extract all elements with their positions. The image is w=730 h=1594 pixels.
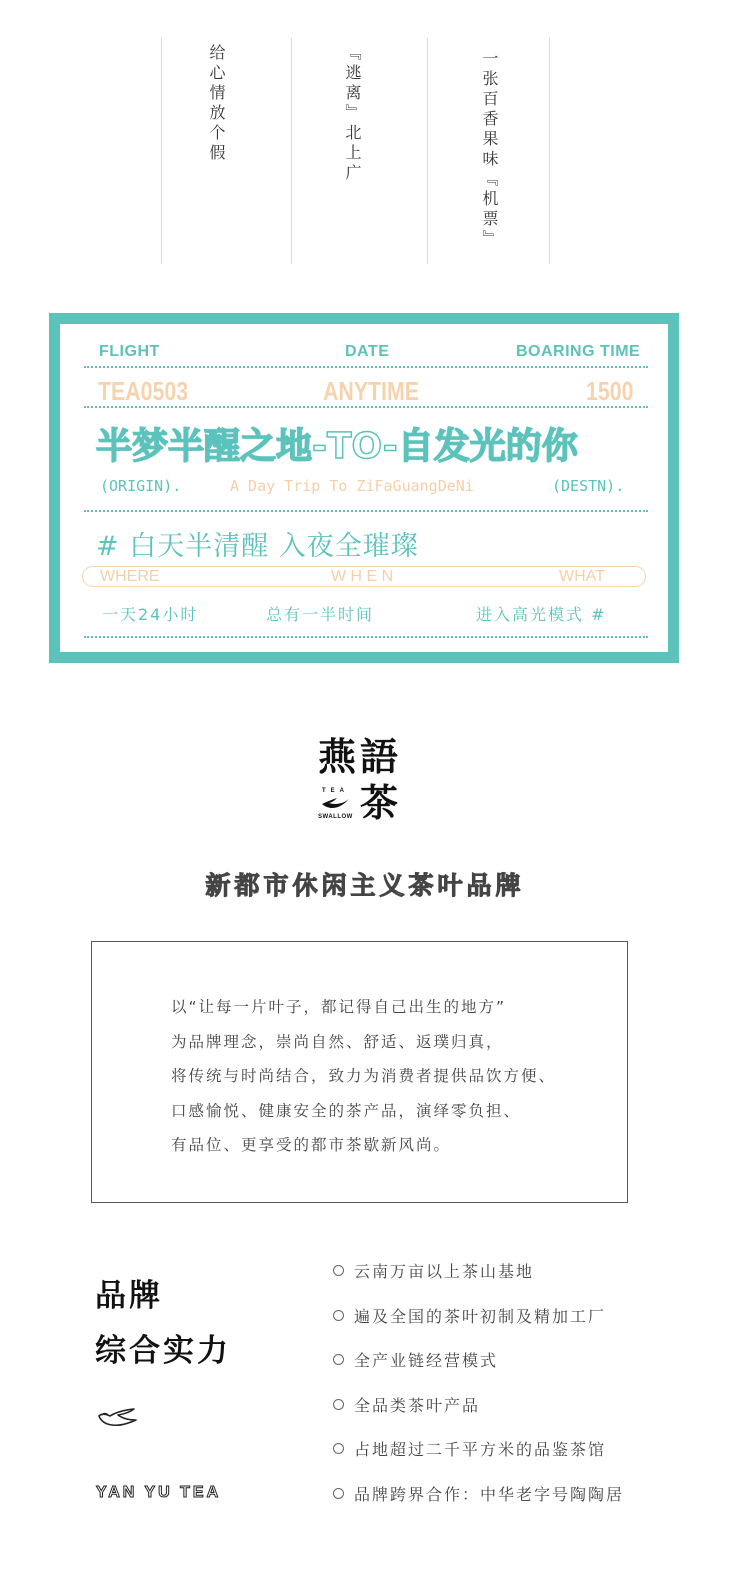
destination-label: (DESTN). xyxy=(552,477,625,495)
strength-title-line2: 综合实力 xyxy=(95,1333,231,1369)
brand-name-en: YAN YU TEA xyxy=(96,1484,222,1501)
philosophy-text xyxy=(171,990,556,1163)
circle-bullet-icon xyxy=(333,1399,344,1410)
list-item xyxy=(333,1259,624,1304)
brand-tagline: 新都市休闲主义茶叶品牌 xyxy=(205,871,525,900)
strength-list xyxy=(333,1259,624,1527)
column-divider xyxy=(161,38,162,264)
boarding-time-value: 1500 xyxy=(586,376,634,406)
strength-title-line1: 品牌 xyxy=(95,1278,163,1314)
list-item xyxy=(333,1348,624,1393)
swallow-icon xyxy=(321,796,351,812)
circle-bullet-icon xyxy=(333,1265,344,1276)
slogan: # 白天半清醒 入夜全璀璨 xyxy=(96,531,419,562)
column-divider xyxy=(291,38,292,264)
circle-bullet-icon xyxy=(333,1354,344,1365)
list-item xyxy=(333,1304,624,1349)
philosophy-line: 口感愉悦、健康安全的茶产品，演绎零负担、 xyxy=(171,1101,522,1120)
column-divider xyxy=(549,38,550,264)
list-item-text: 云南万亩以上茶山基地 xyxy=(354,1262,535,1281)
philosophy-line: 有品位、更享受的都市茶歇新风尚。 xyxy=(171,1136,452,1154)
logo-char-yu: 語 xyxy=(360,734,399,779)
flight-value: TEA0503 xyxy=(98,376,189,406)
list-item-text: 占地超过二千平方米的品鉴茶馆 xyxy=(354,1440,607,1460)
when-label: W H E N xyxy=(331,568,394,585)
circle-bullet-icon xyxy=(333,1310,344,1321)
list-item xyxy=(333,1437,624,1482)
boarding-pass-inner xyxy=(60,324,668,652)
date-label: DATE xyxy=(345,343,390,360)
list-item-text: 全产业链经营模式 xyxy=(354,1351,499,1371)
column-divider xyxy=(427,38,428,264)
list-item xyxy=(333,1482,624,1527)
list-item-text: 品牌跨界合作：中华老字号陶陶居 xyxy=(354,1484,625,1504)
list-item-text: 全品类茶叶产品 xyxy=(354,1395,481,1415)
philosophy-box xyxy=(91,941,628,1203)
philosophy-line: 将传统与时尚结合，致力为消费者提供品饮方便、 xyxy=(171,1067,557,1085)
brand-logo xyxy=(318,734,400,825)
swallow-icon xyxy=(96,1404,140,1434)
philosophy-line: 以“让每一片叶子，都记得自己出生的地方” xyxy=(171,998,507,1016)
column-text-1: 给心情放个假 xyxy=(207,44,226,164)
logo-swallow-text: SWALLOW xyxy=(318,814,353,820)
dotted-divider xyxy=(84,366,648,368)
logo-char-yan: 燕 xyxy=(318,734,357,779)
column-text-3: 一张百香果味『机票』 xyxy=(480,50,499,250)
dotted-divider xyxy=(84,510,648,512)
circle-bullet-icon xyxy=(333,1443,344,1454)
list-item xyxy=(333,1393,624,1438)
line-a: 一天24小时 xyxy=(102,605,199,624)
flight-label: FLIGHT xyxy=(99,343,160,360)
origin-label: (ORIGIN). xyxy=(100,477,182,495)
line-b: 总有一半时间 xyxy=(266,605,375,624)
boarding-pass xyxy=(49,313,679,663)
what-label: WHAT xyxy=(559,568,605,585)
column-text-2: 『逃离』北上广 xyxy=(343,44,362,184)
logo-char-cha: 茶 xyxy=(360,780,399,825)
where-label: WHERE xyxy=(100,568,160,585)
dotted-divider xyxy=(84,406,648,408)
trip-subtitle: A Day Trip To ZiFaGuangDeNi xyxy=(230,477,474,495)
boarding-time-label: BOARING TIME xyxy=(516,343,641,360)
line-c: 进入高光模式 # xyxy=(476,605,607,624)
date-value: ANYTIME xyxy=(323,376,419,406)
circle-bullet-icon xyxy=(333,1488,344,1499)
headline: 半梦半醒之地-TO-自发光的你 xyxy=(96,426,578,467)
dotted-divider xyxy=(84,636,648,638)
philosophy-line: 为品牌理念，崇尚自然、舒适、返璞归真， xyxy=(171,1032,504,1051)
list-item-text: 遍及全国的茶叶初制及精加工厂 xyxy=(354,1306,607,1326)
logo-tea-text: TEA xyxy=(322,788,349,794)
